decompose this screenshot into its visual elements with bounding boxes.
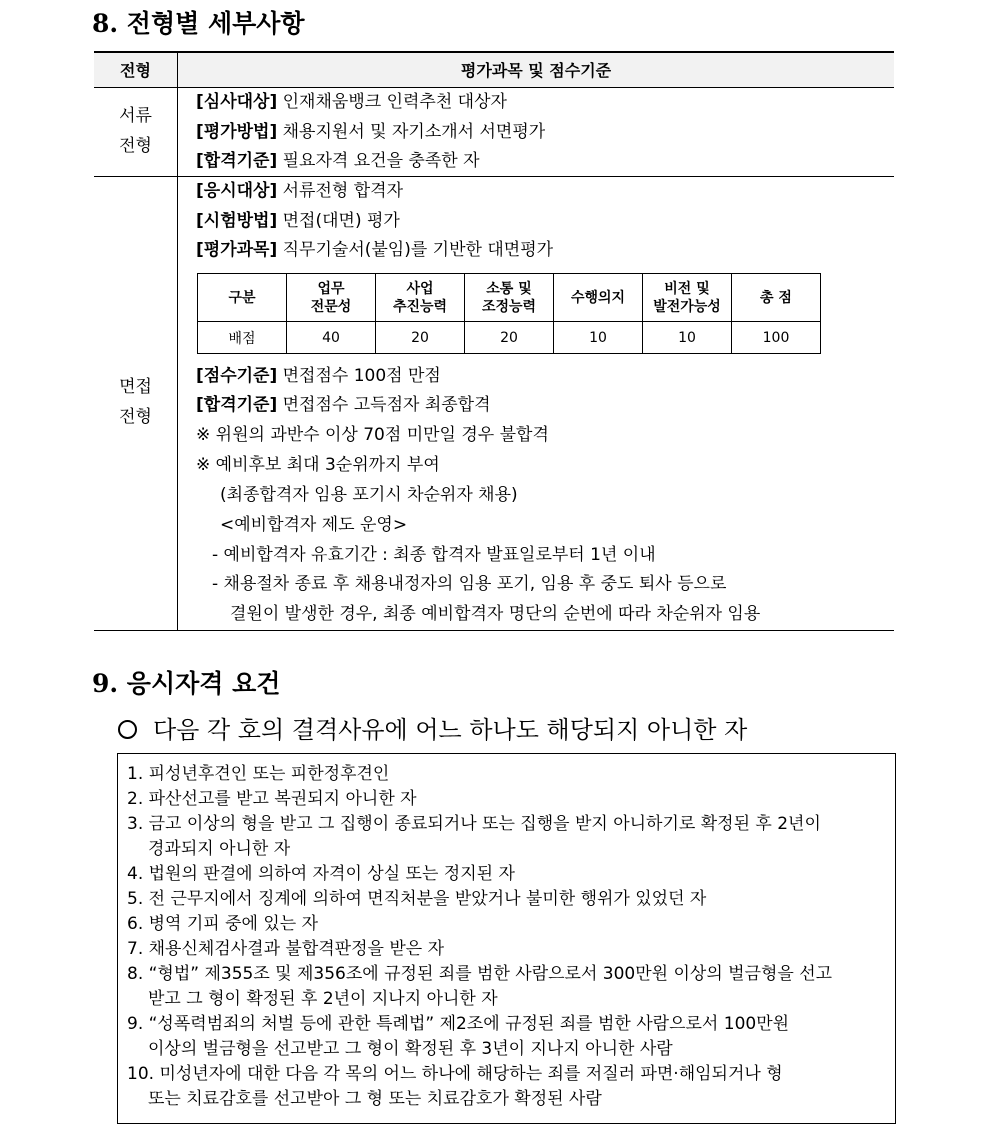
score-header-cell: 총 점 xyxy=(732,274,821,322)
header-type: 전형 xyxy=(94,51,177,87)
score-header-cell: 사업 추진능력 xyxy=(376,274,465,322)
list-item: 4. 법원의 판결에 의하여 자격이 상실 또는 정지된 자 xyxy=(127,864,515,884)
list-item: 경과되지 아니한 자 xyxy=(148,839,291,859)
list-item: 7. 채용신체검사결과 불합격판정을 받은 자 xyxy=(127,939,445,959)
interview-note: (최종합격자 임용 포기시 차순위자 채용) xyxy=(220,485,518,505)
disqualification-list-box xyxy=(117,753,896,1124)
interview-stage-label: 면접 전형 xyxy=(119,377,152,427)
table-bottom-border xyxy=(94,630,894,631)
interview-row: [응시대상] 서류전형 합격자 xyxy=(196,181,403,201)
list-item: 3. 금고 이상의 형을 받고 그 집행이 종료되거나 또는 집행을 받지 아니하기로 확정된 후 2년이 xyxy=(127,814,821,834)
list-item: 10. 미성년자에 대한 다음 각 목의 어느 하나에 해당하는 죄를 저질러 파면·해임되거나 형 xyxy=(127,1064,783,1084)
score-header-cell: 수행의지 xyxy=(554,274,643,322)
document-row: [합격기준] 필요자격 요건을 충족한 자 xyxy=(196,151,480,171)
interview-row: [합격기준] 면접점수 고득점자 최종합격 xyxy=(196,395,491,415)
document-stage-label: 서류 전형 xyxy=(119,106,152,156)
score-value-cell: 20 xyxy=(465,322,554,354)
list-item: 받고 그 형이 확정된 후 2년이 지나지 아니한 자 xyxy=(148,989,498,1009)
score-header-cell: 업무 전문성 xyxy=(287,274,376,322)
interview-row: [시험방법] 면접(대면) 평가 xyxy=(196,211,400,231)
interview-note: ※ 위원의 과반수 이상 70점 미만일 경우 불합격 xyxy=(196,425,549,445)
interview-row: [평가과목] 직무기술서(붙임)를 기반한 대면평가 xyxy=(196,240,554,260)
list-item: 이상의 벌금형을 선고받고 그 형이 확정된 후 3년이 지나지 아니한 사람 xyxy=(148,1039,673,1059)
interview-note: ※ 예비후보 최대 3순위까지 부여 xyxy=(196,455,440,475)
score-header-cell: 소통 및 조정능력 xyxy=(465,274,554,322)
score-header-cell: 비전 및 발전가능성 xyxy=(643,274,732,322)
list-item: 2. 파산선고를 받고 복권되지 아니한 자 xyxy=(127,789,417,809)
interview-note: - 예비합격자 유효기간 : 최종 합격자 발표일로부터 1년 이내 xyxy=(212,545,656,565)
score-value-cell: 20 xyxy=(376,322,465,354)
table-top-border xyxy=(94,51,894,53)
document-row: [심사대상] 인재채움뱅크 인력추천 대상자 xyxy=(196,92,507,112)
section-8-title: 8. 전형별 세부사항 xyxy=(92,9,305,38)
list-item: 5. 전 근무지에서 징계에 의하여 면직처분을 받았거나 불미한 행위가 있었던 자 xyxy=(127,889,707,909)
section-9-subtitle: 다음 각 호의 결격사유에 어느 하나도 해당되지 아니한 자 xyxy=(118,710,747,745)
score-value-cell: 100 xyxy=(732,322,821,354)
list-item: 1. 피성년후견인 또는 피한정후견인 xyxy=(127,764,390,784)
interview-score-table xyxy=(197,273,821,354)
column-divider xyxy=(177,51,178,631)
document-row: [평가방법] 채용지원서 및 자기소개서 서면평가 xyxy=(196,122,546,142)
list-item: 8. “형법” 제355조 및 제356조에 규정된 죄를 범한 사람으로서 300만원 이상의 벌금형을 선고 xyxy=(127,964,833,984)
header-criteria: 평가과목 및 점수기준 xyxy=(178,51,894,87)
score-value-cell: 10 xyxy=(643,322,732,354)
list-item: 9. “성폭력범죄의 처벌 등에 관한 특례법” 제2조에 규정된 죄를 범한 사람으로서 100만원 xyxy=(127,1014,790,1034)
list-item: 또는 치료감호를 선고받아 그 형 또는 치료감호가 확정된 사람 xyxy=(148,1089,602,1109)
list-item: 6. 병역 기피 중에 있는 자 xyxy=(127,914,319,934)
score-header-cell: 구분 xyxy=(198,274,287,322)
interview-note: 결원이 발생한 경우, 최종 예비합격자 명단의 순번에 따라 차순위자 임용 xyxy=(230,604,761,624)
interview-note: - 채용절차 종료 후 채용내정자의 임용 포기, 임용 후 중도 퇴사 등으로 xyxy=(212,574,727,594)
score-value-cell: 10 xyxy=(554,322,643,354)
interview-row: [점수기준] 면접점수 100점 만점 xyxy=(196,366,441,386)
score-value-cell: 배점 xyxy=(198,322,287,354)
circle-bullet-icon xyxy=(118,720,137,739)
interview-note: <예비합격자 제도 운영> xyxy=(220,515,408,535)
section-9-title: 9. 응시자격 요건 xyxy=(92,669,281,698)
score-value-cell: 40 xyxy=(287,322,376,354)
selection-detail-table xyxy=(94,51,894,631)
